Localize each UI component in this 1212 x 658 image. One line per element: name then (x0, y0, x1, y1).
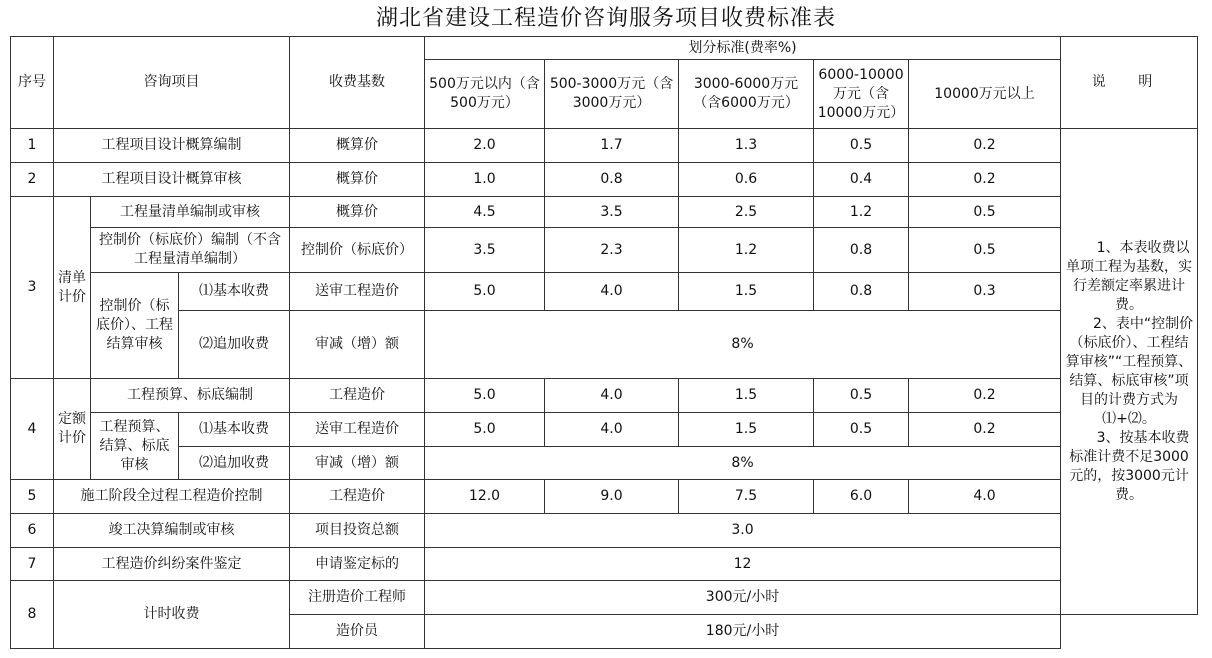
seq-cell: 4 (11, 379, 54, 480)
rate-cell: 0.2 (909, 413, 1061, 447)
item-cell: 控制价（标底价）、工程结算审核 (91, 273, 179, 379)
item-header: 咨询项目 (54, 37, 290, 129)
group-label-qingdan: 清单计价 (54, 197, 91, 379)
item-cell: 控制价（标底价）编制（不含工程量清单编制） (91, 228, 290, 273)
rate-cell: 300元/小时 (425, 581, 1061, 615)
table-row (11, 379, 1198, 413)
explain-header: 说 明 (1061, 37, 1198, 129)
rate-cell: 0.5 (814, 413, 909, 447)
table-row (11, 129, 1198, 163)
rate-cell: 8% (425, 447, 1061, 480)
table-row (11, 480, 1198, 514)
rate-cell: 2.5 (679, 197, 814, 228)
standard-header: 划分标准(费率%) (425, 37, 1061, 60)
item-cell: 工程量清单编制或审核 (91, 197, 290, 228)
rate-cell: 1.5 (679, 273, 814, 311)
item-cell: 工程预算、结算、标底审核 (91, 413, 179, 480)
rate-cell: 4.0 (909, 480, 1061, 514)
rate-cell: 4.5 (425, 197, 545, 228)
rate-cell: 180元/小时 (425, 615, 1061, 649)
rate-cell: 1.3 (679, 129, 814, 163)
band-header: 6000-10000万元（含10000万元） (814, 60, 909, 129)
table-row (11, 413, 1198, 447)
page-title: 湖北省建设工程造价咨询服务项目收费标准表 (375, 6, 836, 31)
table-row (11, 163, 1198, 197)
rate-cell: 4.0 (545, 273, 679, 311)
base-cell: 概算价 (290, 197, 425, 228)
item-cell: 施工阶段全过程工程造价控制 (54, 480, 290, 514)
base-cell: 送审工程造价 (290, 273, 425, 311)
seq-cell: 8 (11, 581, 54, 649)
item-cell: 工程项目设计概算审核 (54, 163, 290, 197)
table-row (11, 228, 1198, 273)
rate-cell: 1.0 (425, 163, 545, 197)
sub-item-cell: ⑵追加收费 (179, 447, 290, 480)
base-cell: 申请鉴定标的 (290, 548, 425, 581)
rate-cell: 0.8 (814, 228, 909, 273)
table-row (11, 514, 1198, 548)
base-cell: 工程造价 (290, 480, 425, 514)
note-line: 1、本表收费以单项工程为基数，实行差额定率累进计费。 (1066, 239, 1193, 313)
item-cell: 工程预算、标底编制 (91, 379, 290, 413)
rate-cell: 0.4 (814, 163, 909, 197)
rate-cell: 4.0 (545, 413, 679, 447)
band-header: 500万元以内（含500万元） (425, 60, 545, 129)
base-cell: 审减（增）额 (290, 447, 425, 480)
table-row (11, 548, 1198, 581)
base-cell: 注册造价工程师 (290, 581, 425, 615)
rate-cell: 8% (425, 311, 1061, 379)
seq-cell: 7 (11, 548, 54, 581)
base-cell: 项目投资总额 (290, 514, 425, 548)
item-cell: 竣工决算编制或审核 (54, 514, 290, 548)
rate-cell: 1.5 (679, 413, 814, 447)
base-cell: 控制价（标底价） (290, 228, 425, 273)
note-line: 2、表中“控制价（标底价）、工程结算审核”“工程预算、结算、标底审核”项目的计费方式为⑴+⑵。 (1065, 315, 1194, 427)
rate-cell: 1.5 (679, 379, 814, 413)
rate-cell: 0.3 (909, 273, 1061, 311)
rate-cell: 1.2 (679, 228, 814, 273)
rate-cell: 5.0 (425, 379, 545, 413)
rate-cell: 5.0 (425, 273, 545, 311)
band-header: 3000-6000万元（含6000万元） (679, 60, 814, 129)
rate-cell: 0.2 (909, 129, 1061, 163)
base-cell: 造价员 (290, 615, 425, 649)
seq-header: 序号 (11, 37, 54, 129)
band-header: 10000万元以上 (909, 60, 1061, 129)
table-row (11, 581, 1198, 615)
fee-standard-table (10, 36, 1198, 649)
notes-cell (1061, 129, 1198, 615)
rate-cell: 0.5 (814, 379, 909, 413)
rate-cell: 12 (425, 548, 1061, 581)
table-row (11, 273, 1198, 311)
rate-cell: 3.0 (425, 514, 1061, 548)
seq-cell: 6 (11, 514, 54, 548)
table-row (11, 311, 1198, 379)
table-row (11, 447, 1198, 480)
rate-cell: 5.0 (425, 413, 545, 447)
note-line: 3、按基本收费标准计费不足3000元的，按3000元计费。 (1069, 429, 1190, 503)
rate-cell: 4.0 (545, 379, 679, 413)
rate-cell: 0.5 (814, 129, 909, 163)
base-cell: 送审工程造价 (290, 413, 425, 447)
group-label-dinge: 定额计价 (54, 379, 91, 480)
rate-cell: 0.8 (814, 273, 909, 311)
base-cell: 工程造价 (290, 379, 425, 413)
base-cell: 概算价 (290, 129, 425, 163)
sub-item-cell: ⑴基本收费 (179, 273, 290, 311)
sub-item-cell: ⑴基本收费 (179, 413, 290, 447)
rate-cell: 0.2 (909, 163, 1061, 197)
rate-cell: 0.5 (909, 228, 1061, 273)
rate-cell: 0.8 (545, 163, 679, 197)
item-cell: 工程项目设计概算编制 (54, 129, 290, 163)
sub-item-cell: ⑵追加收费 (179, 311, 290, 379)
rate-cell: 2.3 (545, 228, 679, 273)
header-row (11, 37, 1198, 60)
table-row (11, 197, 1198, 228)
band-header: 500-3000万元（含3000万元） (545, 60, 679, 129)
rate-cell: 9.0 (545, 480, 679, 514)
rate-cell: 6.0 (814, 480, 909, 514)
rate-cell: 3.5 (425, 228, 545, 273)
base-header: 收费基数 (290, 37, 425, 129)
rate-cell: 0.6 (679, 163, 814, 197)
item-cell: 工程造价纠纷案件鉴定 (54, 548, 290, 581)
seq-cell: 2 (11, 163, 54, 197)
rate-cell: 7.5 (679, 480, 814, 514)
item-cell: 计时收费 (54, 581, 290, 649)
rate-cell: 0.2 (909, 379, 1061, 413)
rate-cell: 0.5 (909, 197, 1061, 228)
rate-cell: 12.0 (425, 480, 545, 514)
rate-cell: 3.5 (545, 197, 679, 228)
base-cell: 概算价 (290, 163, 425, 197)
rate-cell: 1.7 (545, 129, 679, 163)
rate-cell: 2.0 (425, 129, 545, 163)
seq-cell: 1 (11, 129, 54, 163)
seq-cell: 3 (11, 197, 54, 379)
rate-cell: 1.2 (814, 197, 909, 228)
base-cell: 审减（增）额 (290, 311, 425, 379)
seq-cell: 5 (11, 480, 54, 514)
